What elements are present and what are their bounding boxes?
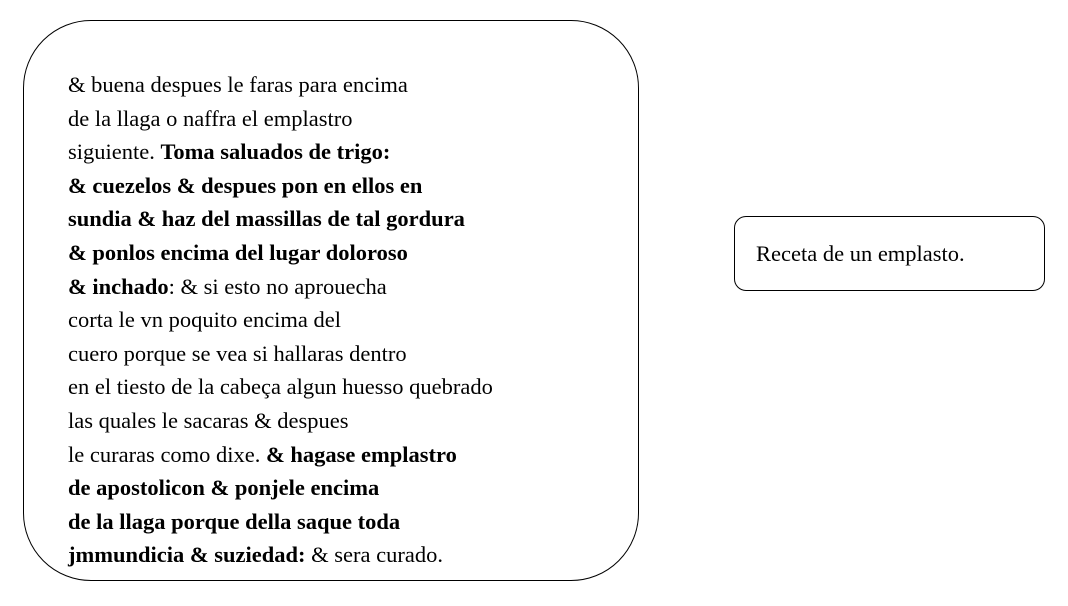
passage-line: [68, 169, 493, 203]
bold-segment: de apostolicon & ponjele encima: [68, 475, 380, 501]
text-segment: las quales le sacaras & despues: [68, 407, 349, 433]
passage-line: [68, 270, 493, 304]
passage-line: [68, 102, 493, 136]
passage-line: [68, 337, 493, 371]
passage-text: [68, 68, 493, 572]
passage-line: [68, 404, 493, 438]
bold-segment: de la llaga porque della saque toda: [68, 508, 401, 534]
passage-line: [68, 303, 493, 337]
passage-line: [68, 370, 493, 404]
text-segment: cuero porque se vea si hallaras dentro: [68, 340, 407, 366]
margin-note-text: Receta de un emplasto.: [756, 241, 965, 266]
text-segment: corta le vn poquito encima del: [68, 307, 342, 333]
bold-segment: sundia & haz del massillas de tal gordura: [68, 206, 465, 232]
text-segment: : & si esto no aprouecha: [168, 273, 387, 299]
text-segment: de la llaga o naffra el emplastro: [68, 105, 353, 131]
text-segment: en el tiesto de la cabeça algun huesso quebrado: [68, 374, 493, 400]
passage-line: [68, 135, 493, 169]
passage-line: [68, 538, 493, 572]
bold-segment: & cuezelos & despues pon en ellos en: [68, 172, 423, 198]
text-segment: le curaras como dixe.: [68, 441, 267, 467]
passage-line: [68, 68, 493, 102]
text-segment: siguiente.: [68, 139, 161, 165]
text-segment: & buena despues le faras para encima: [68, 72, 408, 97]
passage-line: [68, 471, 493, 505]
passage-line: [68, 438, 493, 472]
passage-line: [68, 236, 493, 270]
margin-note-box: [734, 216, 1045, 291]
bold-segment: & hagase emplastro: [266, 441, 457, 467]
text-segment: & sera curado.: [305, 542, 443, 568]
passage-line: [68, 202, 493, 236]
bold-segment: & inchado: [68, 273, 169, 299]
bold-segment: & ponlos encima del lugar doloroso: [68, 239, 408, 265]
passage-box: [23, 20, 639, 581]
passage-line: [68, 505, 493, 539]
bold-segment: Toma saluados de trigo:: [160, 139, 391, 165]
bold-segment: jmmundicia & suziedad:: [68, 542, 306, 568]
